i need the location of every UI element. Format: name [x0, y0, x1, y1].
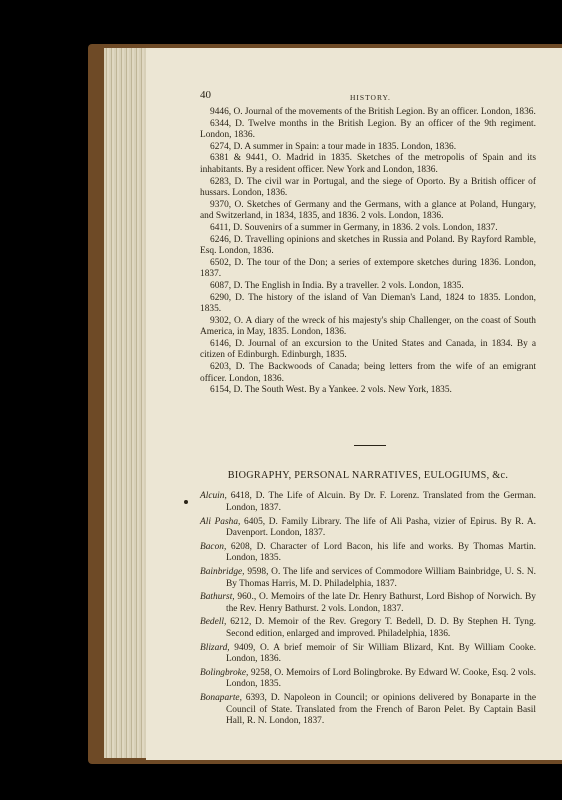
catalog-entry: 6411, D. Souvenirs of a summer in Germany, in 1836. 2 vols. London, 1837. [210, 222, 498, 233]
catalog-entry: 9370, O. Sketches of Germany and the Germans, with a glance at Poland, Hungary, and Switzerland, in 1834, 1835, and 1836. 2 vols. London, 1836. [200, 199, 536, 222]
entry-subject: Alcuin, [200, 491, 227, 502]
catalog-entry: 6290, D. The history of the island of Van Dieman's Land, 1824 to 1835. London, 1835. [200, 292, 536, 315]
entry-subject: Bainbridge, [200, 567, 245, 577]
ink-spot [184, 500, 188, 504]
travel-entries [200, 107, 536, 397]
entry-subject: Bolingbroke, [200, 667, 249, 678]
catalog-entry: 9446, O. Journal of the movements of the British Legion. By an officer. London, 1836. [210, 107, 536, 117]
catalog-entry: 6344, D. Twelve months in the British Legion. By an officer of the 9th regiment. London, 1836. [200, 118, 536, 141]
catalog-entry: 6502, D. The tour of the Don; a series of extempore sketches during 1836. London, 1837. [200, 257, 536, 280]
entry-text: 9598, O. The life and services of Commodore William Bainbridge, U. S. N. By Thomas Harris, M. D. Philadelphia, 1837. [226, 567, 537, 589]
entry-text: 6418, D. The Life of Alcuin. By Dr. F. Lorenz. Translated from the German. London, 1837. [226, 491, 537, 514]
entry-subject: Bonaparte, [200, 692, 242, 703]
biography-entry [200, 668, 536, 691]
entry-subject: Ali Pasha, [200, 516, 241, 527]
biography-entry [200, 567, 536, 590]
section-title: BIOGRAPHY, PERSONAL NARRATIVES, EULOGIUMS, &c. [227, 469, 509, 481]
book-page [146, 48, 562, 760]
entry-text: 6212, D. Memoir of the Rev. Gregory T. Bedell, D. D. By Stephen H. Tyng. Second edition, enlarged and improved. Philadelphia, 1836. [226, 617, 537, 639]
entry-subject: Bacon, [200, 541, 227, 552]
page-content [200, 90, 536, 730]
entry-subject: Blizard, [200, 642, 230, 653]
entry-text: 9409, O. A brief memoir of Sir William Blizard, Knt. By William Cooke. London, 1836. [226, 642, 536, 665]
biography-entry [200, 693, 536, 728]
catalog-entry: 6154, D. The South West. By a Yankee. 2 vols. New York, 1835. [210, 385, 452, 396]
section-divider [354, 445, 386, 446]
page-header [200, 90, 536, 104]
entry-subject: Bathurst, [200, 592, 235, 603]
catalog-entry: 6274, D. A summer in Spain: a tour made in 1835. London, 1836. [210, 141, 457, 152]
page-edges [104, 48, 148, 758]
biography-entry [200, 617, 536, 640]
catalog-entry: 6283, D. The civil war in Portugal, and the siege of Oporto. By a British officer of hussars. London, 1836. [200, 176, 536, 199]
entry-text: 960., O. Memoirs of the late Dr. Henry Bathurst, Lord Bishop of Norwich. By the Rev. Henry Bathurst. 2 vols. London, 1837. [226, 592, 536, 614]
catalog-entry: 6246, D. Travelling opinions and sketches in Russia and Poland. By Rayford Ramble, Esq. London, 1836. [200, 234, 536, 257]
biography-entry [200, 491, 536, 514]
entry-subject: Bedell, [200, 617, 227, 628]
biography-entries [200, 491, 536, 727]
catalog-entry: 6146, D. Journal of an excursion to the United States and Canada, in 1834. By a citizen of Edinburgh. Edinburgh, 1835. [200, 338, 536, 361]
running-title: HISTORY. [350, 93, 391, 102]
catalog-entry: 6203, D. The Backwoods of Canada; being letters from the wife of an emigrant officer. London, 1836. [200, 362, 536, 384]
catalog-entry: 9302, O. A diary of the wreck of his majesty's ship Challenger, on the coast of South America, in May, 1835. London, 1836. [200, 315, 536, 338]
catalog-entry: 6087, D. The English in India. By a traveller. 2 vols. London, 1835. [210, 280, 464, 291]
biography-entry [200, 592, 536, 615]
catalog-entry: 6381 & 9441, O. Madrid in 1835. Sketches of the metropolis of Spain and its inhabitants. By a resident officer. New York and London, 1836. [200, 153, 536, 175]
biography-entry [200, 517, 536, 540]
entry-text: 6208, D. Character of Lord Bacon, his life and works. By Thomas Martin. London, 1835. [226, 541, 537, 564]
biography-entry [200, 643, 536, 666]
entry-text: 6405, D. Family Library. The life of Ali Pasha, vizier of Epirus. By R. A. Davenport. London, 1837. [226, 516, 537, 539]
page-number: 40 [200, 89, 211, 101]
biography-entry [200, 542, 536, 565]
entry-text: 6393, D. Napoleon in Council; or opinions delivered by Bonaparte in the Council of State. Translated from the French of Baron Pelet. By Captain Basil Hall, R. N. London, 1837. [226, 692, 537, 727]
entry-text: 9258, O. Memoirs of Lord Bolingbroke. By Edward W. Cooke, Esq. 2 vols. London, 1835. [226, 667, 537, 690]
